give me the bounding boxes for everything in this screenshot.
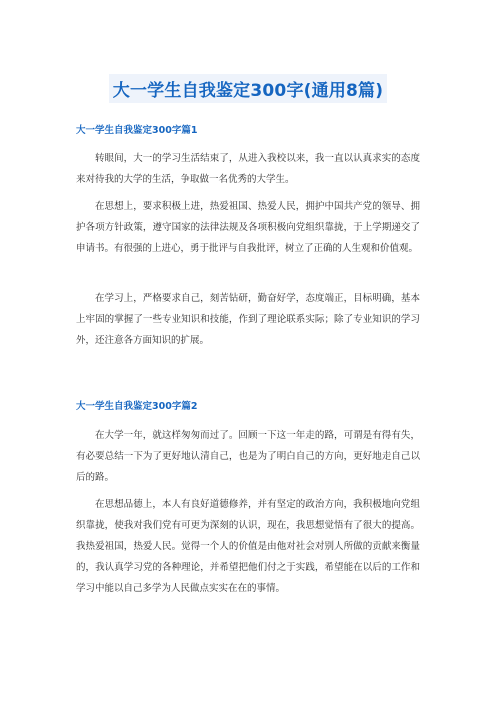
section-2-paragraph-1: 在大学一年，就这样匆匆而过了。回顾一下这一年走的路，可谓是有得有失，有必要总结一下为了更好地认清自己，也是为了明白自己的方向，更好地走自己以后的路。: [76, 430, 420, 483]
section-2-paragraph-2: 在思想品德上，本人有良好道德修养，并有坚定的政治方向，我积极地向党组织靠拢，使我对我们党有可更为深刻的认识，现在，我思想觉悟有了很大的提高。我热爱祖国，热爱人民。觉得一个人的价值是由他对社会对别人所做的贡献来衡量的，我认真学习党的各种理论，并希望把他们付之于实践，希望能在以后的工作和学习中能以自己多学为人民做点实实在在的事情。: [76, 499, 420, 594]
section-1-heading: 大一学生自我鉴定300字篇1: [76, 125, 198, 136]
section-1-paragraph-3: 在学习上，严格要求自己，刻苦钻研，勤奋好学，态度端正，目标明确，基本上牢固的掌握了一些专业知识和技能，作到了理论联系实际；除了专业知识的学习外，还注意各方面知识的扩展。: [76, 293, 420, 346]
title-wrapper: [0, 74, 496, 103]
document-title: 大一学生自我鉴定300字(通用8篇): [109, 74, 387, 103]
section-1-paragraph-1: 转眼间，大一的学习生活结束了，从进入我校以来，我一直以认真求实的态度来对待我的大学的生活，争取做一名优秀的大学生。: [76, 153, 420, 185]
section-2-heading: 大一学生自我鉴定300字篇2: [76, 401, 198, 412]
section-1-paragraph-2: 在思想上，要求积极上进，热爱祖国、热爱人民，拥护中国共产党的领导、拥护各项方针政策，遵守国家的法律法规及各项积极向党组织靠拢，于上学期递交了申请书。有很强的上进心，勇于批评与自我批评，树立了正确的人生观和价值观。: [76, 201, 420, 254]
